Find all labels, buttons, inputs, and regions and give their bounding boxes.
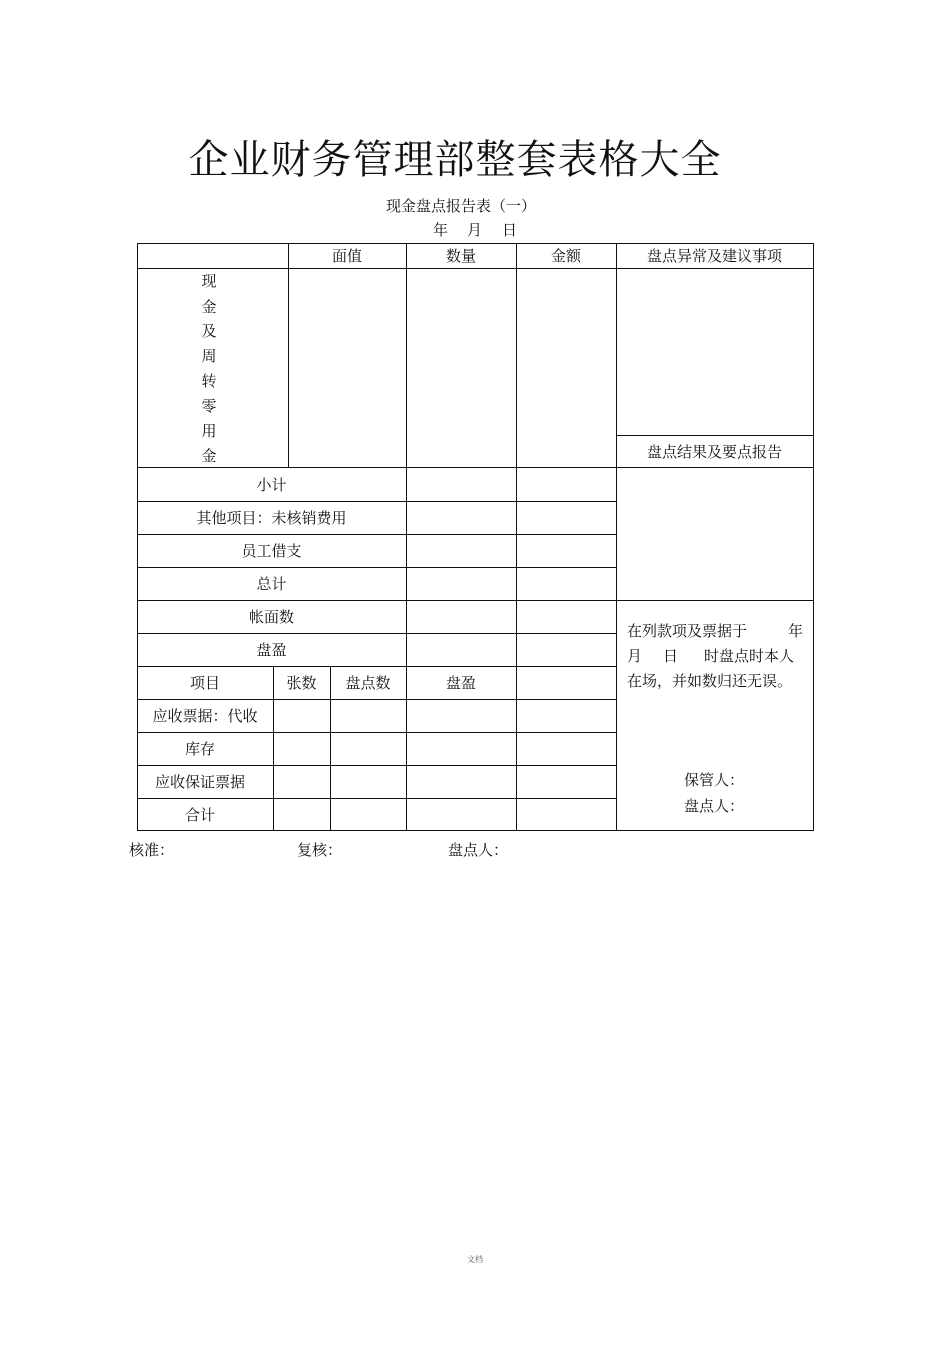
subrow-total: 合计 (184, 806, 215, 824)
header-quantity: 数量 (445, 247, 476, 265)
date-year-label: 年 (433, 221, 449, 239)
table-border-right (813, 243, 814, 831)
counter-label: 盘点人： (684, 797, 745, 815)
statement-line-3: 在场，并如数归还无误。 (627, 672, 793, 690)
row-surplus: 盘盈 (256, 641, 287, 659)
cash-label-char: 现 (201, 272, 217, 290)
row-subtotal: 小计 (256, 475, 287, 494)
statement-month: 月 (627, 647, 643, 665)
row-total: 总计 (256, 575, 287, 593)
footer-counter: 盘点人： (448, 841, 509, 859)
cash-label-char: 零 (201, 397, 217, 415)
statement-line-2 (627, 645, 795, 666)
cash-label-char: 转 (201, 372, 217, 390)
subheader-surplus: 盘盈 (445, 674, 476, 692)
cash-label-char: 金 (201, 298, 217, 316)
cash-label-char: 用 (201, 422, 217, 440)
statement-text: 在列款项及票据于 (627, 622, 748, 640)
row-employee-loan: 员工借支 (241, 542, 302, 560)
grid-line (288, 243, 289, 468)
document-title: 企业财务管理部整套表格大全 (188, 137, 722, 183)
row-book-amount: 帐面数 (248, 608, 294, 626)
grid-line (406, 243, 407, 831)
footer-approve: 核准： (129, 841, 175, 859)
cash-label-char: 金 (201, 447, 217, 465)
header-face-value: 面值 (331, 247, 362, 265)
result-header: 盘点结果及要点报告 (646, 442, 782, 461)
statement-line-1 (627, 620, 804, 641)
date-day-label: 日 (502, 221, 518, 239)
subheader-count: 张数 (286, 674, 317, 692)
subrow-inventory: 库存 (184, 740, 215, 758)
grid-line (616, 243, 617, 831)
statement-text: 时盘点时本人 (704, 647, 795, 665)
header-remarks: 盘点异常及建议事项 (646, 247, 782, 265)
row-other-items: 其他项目：未核销费用 (196, 509, 347, 527)
date-month-label: 月 (467, 221, 483, 239)
header-amount: 金额 (550, 247, 581, 265)
grid-line (516, 243, 517, 831)
subheader-counted: 盘点数 (345, 674, 391, 692)
custodian-label: 保管人： (684, 771, 745, 789)
page-mark: 文档 (467, 1255, 483, 1264)
cash-label-char: 及 (201, 322, 217, 340)
subrow-notes-receivable: 应收票据：代收 (152, 707, 258, 725)
subrow-guarantee-notes: 应收保证票据 (154, 773, 245, 791)
footer-review: 复核： (297, 841, 343, 859)
form-title: 现金盘点报告表（一） (385, 197, 536, 215)
statement-year: 年 (788, 622, 804, 640)
grid-line (137, 268, 814, 269)
statement-day: 日 (663, 647, 679, 665)
subheader-item: 项目 (189, 674, 220, 692)
cash-label-char: 周 (201, 347, 217, 365)
